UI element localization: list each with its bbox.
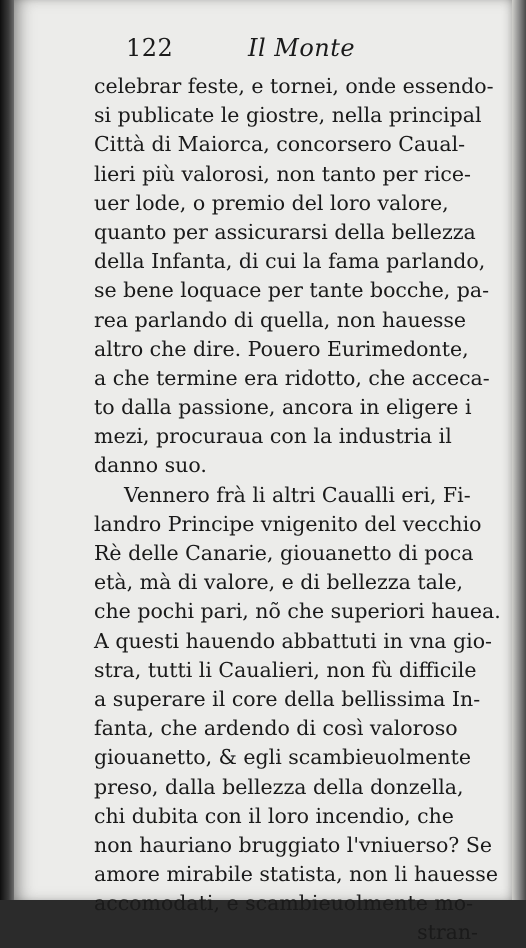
text-line: A questi hauendo abbattuti in vna gio- xyxy=(94,628,492,653)
text-line: se bene loquace per tante bocche, pa- xyxy=(94,278,490,303)
catchword: stran- xyxy=(417,920,478,945)
text-line: chi dubita con il loro incendio, che xyxy=(94,803,454,828)
text-line: che pochi pari, nõ che superiori hauea. xyxy=(94,599,501,624)
text-line: Rè delle Canarie, giouanetto di poca xyxy=(94,541,474,565)
text-line: a che termine era ridotto, che acceca- xyxy=(94,365,490,390)
text-line: lieri più valorosi, non tanto per rice- xyxy=(94,161,471,186)
paragraph-start-line: Vennero frà li altri Caualli eri, Fi- xyxy=(124,482,471,507)
text-line: celebrar feste, e tornei, onde essendo- xyxy=(94,74,494,98)
text-line: accomodati, e scambieuolmente mo- xyxy=(94,891,474,916)
body-text xyxy=(94,72,506,948)
running-title: Il Monte xyxy=(248,34,356,62)
text-line: amore mirabile statista, non li hauesse xyxy=(94,862,498,887)
text-line: non hauriano bruggiato l'vniuerso? Se xyxy=(94,832,492,857)
page-header xyxy=(126,34,456,70)
book-page xyxy=(14,0,512,945)
text-line: fanta, che ardendo di così valoroso xyxy=(94,716,458,741)
book-binding-shadow xyxy=(0,0,14,900)
text-line: stra, tutti li Caualieri, non fù difficile xyxy=(94,657,477,682)
text-line: età, mà di valore, e di bellezza tale, xyxy=(94,570,464,595)
text-line: mezi, procuraua con la industria il xyxy=(94,424,452,449)
text-line: danno suo. xyxy=(94,453,207,478)
text-line: rea parlando di quella, non hauesse xyxy=(94,307,466,332)
text-line: altro che dire. Pouero Eurimedonte, xyxy=(94,336,469,361)
text-line: si publicate le giostre, nella principal xyxy=(94,103,482,128)
text-line: giouanetto, & egli scambieuolmente xyxy=(94,745,471,770)
page-number: 122 xyxy=(126,34,174,62)
text-line: a superare il core della bellissima In- xyxy=(94,686,481,711)
text-line: uer lode, o premio del loro valore, xyxy=(94,190,449,215)
text-line: preso, dalla bellezza della donzella, xyxy=(94,774,464,799)
text-line: landro Principe vnigenito del vecchio xyxy=(94,511,482,536)
text-line: Città di Maiorca, concorsero Caual- xyxy=(94,132,466,157)
page-edge-shadow xyxy=(512,0,526,900)
text-line: quanto per assicurarsi della bellezza xyxy=(94,219,476,244)
text-line: to dalla passione, ancora in eligere i xyxy=(94,395,472,420)
text-line: della Infanta, di cui la fama parlando, xyxy=(94,249,486,274)
